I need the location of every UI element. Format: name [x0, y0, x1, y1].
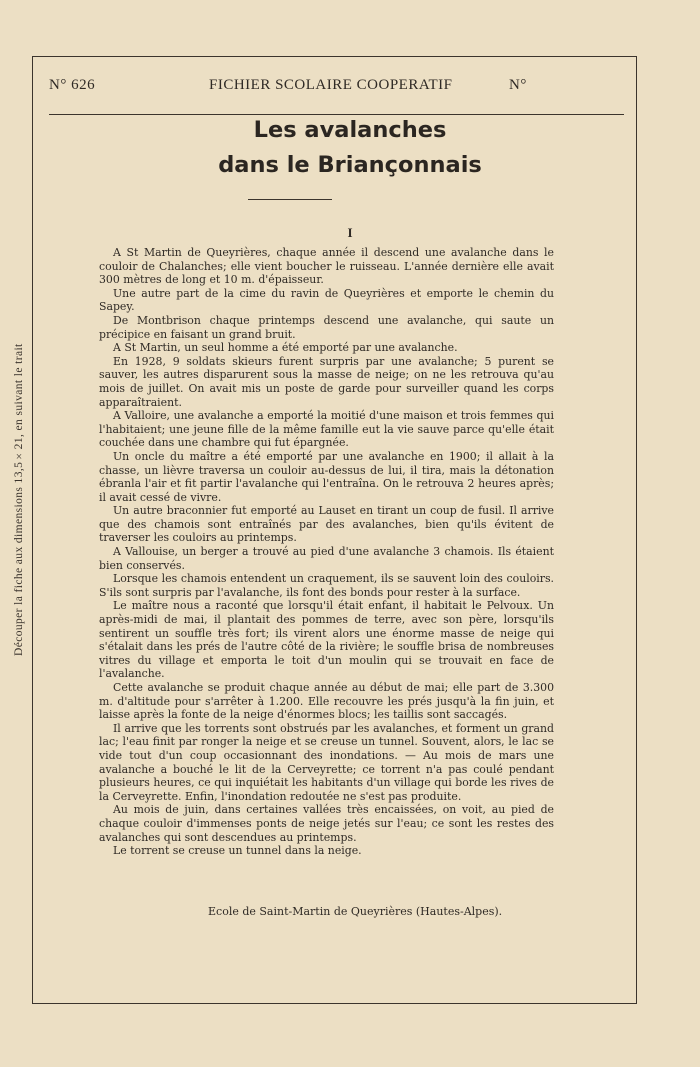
section-number: I [347, 225, 353, 240]
header-title: FICHIER SCOLAIRE COOPERATIF [209, 77, 453, 93]
school-signature: Ecole de Saint-Martin de Queyrières (Hautes-Alpes). [208, 905, 503, 918]
title-line-1: Les avalanches [253, 117, 447, 143]
paragraph: En 1928, 9 soldats skieurs furent surpris par une avalanche; 5 purent se sauver, les autres disparurent sous la masse de neige; on ne les retrouva qu'au mois de juillet. On avait mis un poste de garde pour surveiller quand les corps apparaîtraient. [99, 354, 554, 409]
paragraph: A St Martin de Queyrières, chaque année il descend une avalanche dans le couloir de Chalanches; elle vient boucher le ruisseau. L'année dernière elle avait 300 mètres de long et 10 m. d'épaisseur. [99, 246, 554, 287]
title-line-2: dans le Briançonnais [218, 152, 482, 178]
paragraph: Une autre part de la cime du ravin de Queyrières et emporte le chemin du Sapey. [99, 286, 554, 314]
paragraph: Au mois de juin, dans certaines vallées très encaissées, on voit, au pied de chaque couloir d'immenses ponts de neige jetés sur l'eau; ce sont les restes des avalanches qui sont descendues au printemps. [99, 803, 554, 844]
paragraph: Un oncle du maître a été emporté par une avalanche en 1900; il allait à la chasse, un lièvre traversa un couloir au-dessus de lui, il tira, mais la détonation ébranla l'air et fit partir l'avalanche qui l'entraîna. On le retrouva 2 heures après; il avait cessé de vivre. [99, 449, 554, 504]
header [49, 77, 620, 101]
paragraph: Cette avalanche se produit chaque année au début de mai; elle part de 3.300 m. d'altitude pour s'arrêter à 1.200. Elle recouvre les prés jusqu'à la fin juin, et laisse après la fonte de la neige d'énormes blocs; les taillis sont saccagés. [99, 681, 554, 722]
paragraph: Lorsque les chamois entendent un craquement, ils se sauvent loin des couloirs. S'ils sont surpris par l'avalanche, ils font des bonds pour rester à la surface. [99, 572, 554, 599]
title-divider [248, 199, 332, 200]
paragraph: A Vallouise, un berger a trouvé au pied d'une avalanche 3 chamois. Ils étaient bien conservés. [99, 545, 554, 572]
paragraph: A Valloire, une avalanche a emporté la moitié d'une maison et trois femmes qui l'habitaient; une jeune fille de la même famille eut la vie sauve parce qu'elle était couchée dans une chambre qui fut épargnée. [99, 409, 554, 450]
sheet-number: N° 626 [49, 77, 96, 93]
paragraph: A St Martin, un seul homme a été emporté par une avalanche. [113, 341, 458, 355]
paragraph: Il arrive que les torrents sont obstrués par les avalanches, et forment un grand lac; l'eau finit par ronger la neige et se creuse un tunnel. Souvent, alors, le lac se vide tout d'un coup occasionnant des inondations. — Au mois de mars une avalanche a bouché le lit de la Cerveyrette; ce torrent n'a pas coulé pendant plusieurs heures, ce qui inquiétait les habitants d'un village qui borde les rives de la Cerveyrette. Enfin, l'inondation redoutée ne s'est pas produite. [99, 721, 554, 803]
paragraph: Le maître nous a raconté que lorsqu'il était enfant, il habitait le Pelvoux. Un après-midi de mai, il plantait des pommes de terre, avec son père, lorsqu'ils sentirent un souffle très fort; ils virent alors une énorme masse de neige qui s'étalait dans les prés de l'autre côté de la rivière; le souffle brisa de nombreuses vitres du village et emporta le toit d'un moulin qui se trouvait en face de l'avalanche. [99, 599, 554, 681]
sheet-number-blank: N° [509, 77, 527, 93]
cutting-instruction: Découper la fiche aux dimensions 13,5×21, en suivant le trait [13, 343, 25, 657]
paragraph: Un autre braconnier fut emporté au Lauset en tirant un coup de fusil. Il arrive que des chamois sont entraînés par des avalanches, bien qu'ils évitent de traverser les couloirs au printemps. [99, 504, 554, 545]
page-title [0, 113, 700, 183]
paragraph: Le torrent se creuse un tunnel dans la neige. [113, 844, 362, 858]
article-body [99, 246, 554, 858]
paragraph: De Montbrison chaque printemps descend une avalanche, qui saute un précipice en faisant un grand bruit. [99, 313, 554, 341]
